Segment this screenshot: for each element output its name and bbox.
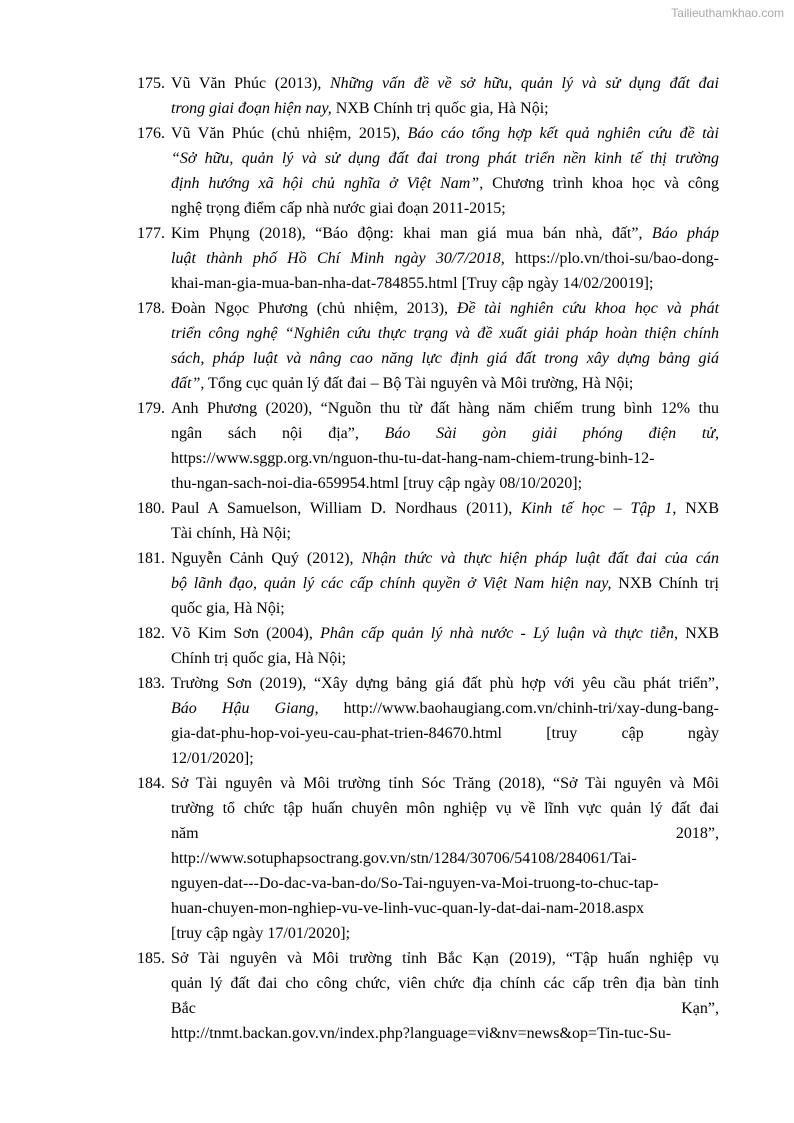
- italic-title-text: định hướng xã hội chủ nghĩa ở Việt Nam”: [171, 175, 480, 192]
- reference-line: [171, 521, 719, 546]
- citation-text: Vũ Văn Phúc (chủ nhiệm, 2015),: [171, 125, 408, 142]
- reference-number: 180.: [137, 500, 165, 517]
- reference-line: [171, 71, 719, 96]
- reference-line: [171, 796, 719, 821]
- reference-line: [171, 846, 719, 871]
- reference-line: [171, 146, 719, 171]
- citation-text: Chính trị quốc gia, Hà Nội;: [171, 650, 347, 667]
- reference-number: 176.: [137, 125, 165, 142]
- citation-text: Anh Phương (2020), “Nguồn thu từ đất hàng năm chiếm trung bình 12% thu: [171, 400, 719, 417]
- reference-line: [171, 496, 719, 521]
- reference-list: [137, 71, 719, 1046]
- reference-number: 184.: [137, 775, 165, 792]
- reference-line: [171, 971, 719, 996]
- italic-title-text: Phân cấp quản lý nhà nước - Lý luận và thực tiễn,: [320, 625, 678, 642]
- reference-line: [171, 921, 719, 946]
- citation-text: https://www.sggp.org.vn/nguon-thu-tu-dat-hang-nam-chiem-trung-binh-12-: [171, 450, 655, 467]
- reference-line: [171, 646, 719, 671]
- reference-number: 181.: [137, 550, 165, 567]
- citation-text: ngân sách nội địa”,: [171, 425, 385, 442]
- reference-line: [171, 171, 719, 196]
- citation-text: Kim Phụng (2018), “Báo động: khai man giá mua bán nhà, đất”,: [171, 225, 652, 242]
- reference-line: [171, 196, 719, 221]
- citation-text: nghệ trọng điểm cấp nhà nước giai đoạn 2011-2015;: [171, 200, 506, 217]
- reference-line: [171, 596, 719, 621]
- citation-text: Tài chính, Hà Nội;: [171, 525, 291, 542]
- italic-title-text: Kinh tế học – Tập 1: [521, 500, 673, 517]
- citation-text: Bắc Kạn”,: [171, 1000, 719, 1017]
- reference-number: 185.: [137, 950, 165, 967]
- italic-title-text: bộ lãnh đạo, quản lý các cấp chính quyền ở Việt Nam hiện nay,: [171, 575, 612, 592]
- reference-item: [137, 671, 719, 771]
- citation-text: Sở Tài nguyên và Môi trường tỉnh Bắc Kạn (2019), “Tập huấn nghiệp vụ: [171, 950, 719, 967]
- reference-line: [171, 421, 719, 446]
- italic-title-text: trong giai đoạn hiện nay,: [171, 100, 332, 117]
- italic-title-text: Những vấn đề về sở hữu, quản lý và sử dụng đất đai: [329, 75, 719, 92]
- reference-line: [171, 696, 719, 721]
- reference-line: [171, 746, 719, 771]
- reference-text: [171, 671, 719, 771]
- reference-text: [171, 121, 719, 221]
- italic-title-text: Báo Sài gòn giải phóng điện tử,: [384, 425, 720, 442]
- reference-item: [137, 71, 719, 121]
- reference-line: [171, 471, 719, 496]
- reference-item: [137, 396, 719, 496]
- reference-line: [171, 871, 719, 896]
- reference-line: [171, 946, 719, 971]
- citation-text: NXB: [677, 625, 720, 642]
- citation-text: Võ Kim Sơn (2004),: [171, 625, 321, 642]
- reference-text: [171, 771, 719, 946]
- citation-text: Nguyễn Cảnh Quý (2012),: [171, 550, 362, 567]
- reference-number: 182.: [137, 625, 165, 642]
- citation-text: trường tổ chức tập huấn chuyên môn nghiệp vụ về lĩnh vực quản lý đất đai: [171, 800, 719, 817]
- watermark: Tailieuthamkhao.com: [671, 6, 784, 20]
- reference-line: [171, 96, 719, 121]
- reference-line: [171, 671, 719, 696]
- reference-line: [171, 771, 719, 796]
- italic-title-text: Báo cáo tổng hợp kết quả nghiên cứu đề tài: [407, 125, 720, 142]
- reference-item: [137, 946, 719, 1046]
- citation-text: quản lý đất đai cho công chức, viên chức địa chính các cấp trên địa bàn tỉnh: [171, 975, 719, 992]
- reference-line: [171, 996, 719, 1021]
- italic-title-text: Đề tài nghiên cứu khoa học và phát: [456, 300, 720, 317]
- reference-line: [171, 346, 719, 371]
- citation-text: , NXB: [672, 500, 720, 517]
- italic-title-text: Báo Hậu Giang: [171, 700, 315, 717]
- citation-text: quốc gia, Hà Nội;: [171, 600, 285, 617]
- citation-text: Trường Sơn (2019), “Xây dựng bảng giá đất phù hợp với yêu cầu phát triển”,: [171, 675, 719, 692]
- reference-text: [171, 946, 719, 1046]
- reference-line: [171, 396, 719, 421]
- citation-text: NXB Chính trị: [611, 575, 720, 592]
- citation-text: năm 2018”,: [171, 825, 719, 842]
- italic-title-text: triển công nghệ “Nghiên cứu thực trạng và đề xuất giải pháp hoàn thiện chính: [171, 325, 719, 342]
- citation-text: https://plo.vn/thoi-su/bao-dong-: [504, 250, 719, 267]
- reference-line: [171, 621, 719, 646]
- reference-line: [171, 321, 719, 346]
- reference-line: [171, 246, 719, 271]
- citation-text: gia-dat-phu-hop-voi-yeu-cau-phat-trien-84670.html [truy cập ngày: [171, 725, 719, 742]
- citation-text: thu-ngan-sach-noi-dia-659954.html [truy cập ngày 08/10/2020];: [171, 475, 583, 492]
- reference-line: [171, 221, 719, 246]
- reference-line: [171, 721, 719, 746]
- citation-text: http://tnmt.backan.gov.vn/index.php?language=vi&nv=news&op=Tin-tuc-Su-: [171, 1025, 672, 1042]
- italic-title-text: “Sở hữu, quản lý và sử dụng đất đai trong phát triển nền kinh tế thị trường: [171, 150, 719, 167]
- reference-number: 179.: [137, 400, 165, 417]
- citation-text: , Tổng cục quản lý đất đai – Bộ Tài nguyên và Môi trường, Hà Nội;: [200, 375, 634, 392]
- italic-title-text: Báo pháp: [651, 225, 720, 242]
- reference-line: [171, 896, 719, 921]
- reference-text: [171, 396, 719, 496]
- citation-text: [truy cập ngày 17/01/2020];: [171, 925, 351, 942]
- reference-line: [171, 571, 719, 596]
- reference-line: [171, 296, 719, 321]
- reference-line: [171, 121, 719, 146]
- citation-text: huan-chuyen-mon-nghiep-vu-ve-linh-vuc-quan-ly-dat-dai-nam-2018.aspx: [171, 900, 645, 917]
- reference-item: [137, 546, 719, 621]
- citation-text: , http://www.baohaugiang.com.vn/chinh-tri/xay-dung-bang-: [314, 700, 719, 717]
- reference-item: [137, 621, 719, 671]
- reference-line: [171, 371, 719, 396]
- citation-text: Đoàn Ngọc Phương (chủ nhiệm, 2013),: [171, 300, 457, 317]
- reference-number: 177.: [137, 225, 165, 242]
- italic-title-text: đất”: [171, 375, 201, 392]
- reference-text: [171, 71, 719, 121]
- reference-line: [171, 446, 719, 471]
- reference-number: 175.: [137, 75, 165, 92]
- citation-text: khai-man-gia-mua-ban-nha-dat-784855.html [Truy cập ngày 14/02/20019];: [171, 275, 654, 292]
- reference-text: [171, 621, 719, 671]
- reference-line: [171, 546, 719, 571]
- italic-title-text: luật thành phố Hồ Chí Minh ngày 30/7/2018,: [171, 250, 505, 267]
- citation-text: Vũ Văn Phúc (2013),: [171, 75, 330, 92]
- italic-title-text: Nhận thức và thực hiện pháp luật đất đai của cán: [361, 550, 719, 567]
- citation-text: Sở Tài nguyên và Môi trường tỉnh Sóc Trăng (2018), “Sở Tài nguyên và Môi: [171, 775, 719, 792]
- reference-text: [171, 296, 719, 396]
- reference-line: [171, 1021, 719, 1046]
- reference-text: [171, 496, 719, 546]
- reference-item: [137, 496, 719, 546]
- reference-line: [171, 271, 719, 296]
- reference-item: [137, 221, 719, 296]
- citation-text: 12/01/2020];: [171, 750, 254, 767]
- reference-item: [137, 121, 719, 221]
- reference-item: [137, 771, 719, 946]
- reference-number: 183.: [137, 675, 165, 692]
- reference-text: [171, 546, 719, 621]
- citation-text: Paul A Samuelson, William D. Nordhaus (2011),: [171, 500, 522, 517]
- citation-text: NXB Chính trị quốc gia, Hà Nội;: [331, 100, 549, 117]
- reference-number: 178.: [137, 300, 165, 317]
- citation-text: http://www.sotuphapsoctrang.gov.vn/stn/1284/30706/54108/284061/Tai-: [171, 850, 637, 867]
- reference-item: [137, 296, 719, 396]
- reference-text: [171, 221, 719, 296]
- citation-text: , Chương trình khoa học và công: [479, 175, 719, 192]
- citation-text: nguyen-dat---Do-dac-va-ban-do/So-Tai-nguyen-va-Moi-truong-to-chuc-tap-: [171, 875, 659, 892]
- reference-line: [171, 821, 719, 846]
- italic-title-text: sách, pháp luật và nâng cao năng lực định giá đất trong xây dựng bảng giá: [171, 350, 719, 367]
